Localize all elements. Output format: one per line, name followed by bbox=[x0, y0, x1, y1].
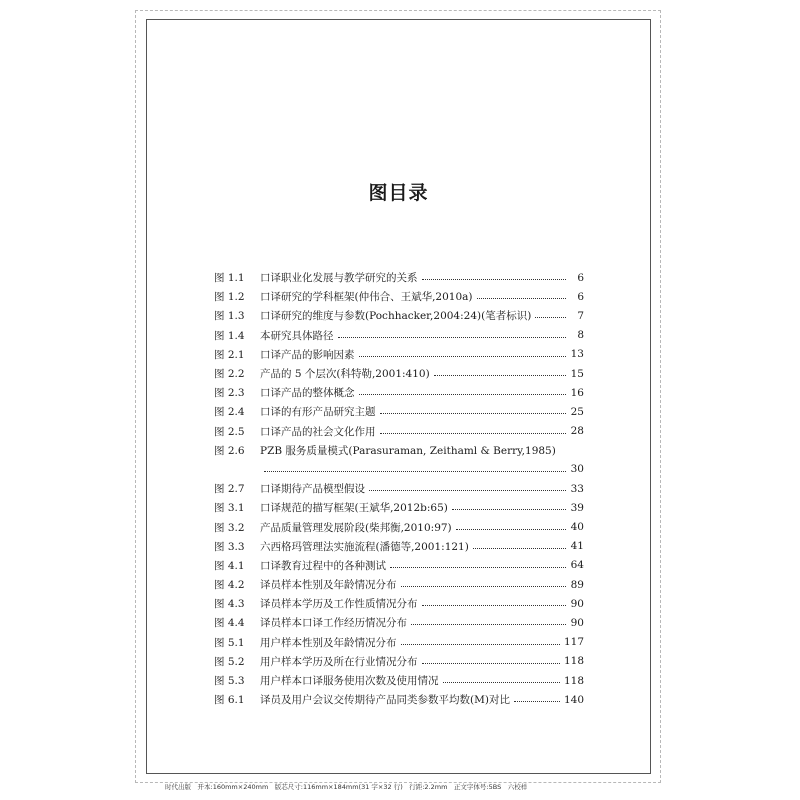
toc-entry[interactable] bbox=[214, 633, 584, 652]
figure-number: 图 2.7 bbox=[214, 483, 245, 496]
figure-title: 译员及用户会议交传期待产品同类参数平均数(M)对比 bbox=[260, 694, 510, 707]
figure-title: 口译研究的学科框架(仲伟合、王斌华,2010a) bbox=[260, 291, 473, 304]
dot-leader bbox=[535, 317, 566, 318]
figure-number: 图 2.4 bbox=[214, 406, 245, 419]
page-number: 89 bbox=[570, 578, 584, 591]
dot-leader bbox=[443, 682, 560, 683]
toc-entry[interactable] bbox=[214, 364, 584, 383]
figure-title: 产品质量管理发展阶段(柴邦衡,2010:97) bbox=[260, 521, 452, 534]
print-spec-footer: 时代出版 开本:160mm×240mm 版芯尺寸:116mm×184mm(31 字×32 行) 行距:2.2mm 正文字体号:5BS 六校样 bbox=[165, 783, 528, 791]
figure-title: 译员样本口译工作经历情况分布 bbox=[260, 617, 407, 630]
dot-leader bbox=[514, 701, 560, 702]
figure-number: 图 6.1 bbox=[214, 694, 245, 707]
dot-leader bbox=[359, 394, 567, 395]
toc-entry[interactable] bbox=[214, 441, 584, 460]
figure-number: 图 3.2 bbox=[214, 521, 245, 534]
page-number: 39 bbox=[570, 501, 584, 514]
figure-number: 图 1.1 bbox=[214, 272, 245, 285]
dot-leader bbox=[369, 490, 566, 491]
toc-entry[interactable] bbox=[214, 287, 584, 306]
figure-number: 图 1.3 bbox=[214, 310, 245, 323]
page-number: 40 bbox=[570, 521, 584, 534]
page-number: 7 bbox=[577, 309, 584, 322]
figure-number: 图 2.6 bbox=[214, 444, 245, 457]
figure-list bbox=[214, 268, 584, 709]
toc-entry[interactable] bbox=[214, 498, 584, 517]
page-number: 15 bbox=[570, 367, 584, 380]
figure-title: 口译职业化发展与教学研究的关系 bbox=[260, 272, 418, 285]
figure-title: 用户样本口译服务使用次数及使用情况 bbox=[260, 675, 439, 688]
figure-title: 口译产品的整体概念 bbox=[260, 387, 355, 400]
toc-entry[interactable] bbox=[214, 594, 584, 613]
figure-title: 译员样本学历及工作性质情况分布 bbox=[260, 598, 418, 611]
dot-leader bbox=[359, 356, 567, 357]
toc-entry[interactable] bbox=[214, 690, 584, 709]
figure-number: 图 2.1 bbox=[214, 348, 245, 361]
toc-entry[interactable] bbox=[214, 517, 584, 536]
toc-entry[interactable] bbox=[214, 652, 584, 671]
toc-entry[interactable] bbox=[214, 402, 584, 421]
toc-entry[interactable] bbox=[214, 479, 584, 498]
page-number: 13 bbox=[570, 348, 584, 361]
figure-number: 图 3.1 bbox=[214, 502, 245, 515]
dot-leader bbox=[411, 624, 566, 625]
page-number: 90 bbox=[570, 597, 584, 610]
page-number: 117 bbox=[563, 636, 584, 649]
toc-entry[interactable] bbox=[214, 422, 584, 441]
figure-title: 口译教育过程中的各种测试 bbox=[260, 559, 386, 572]
dot-leader bbox=[401, 644, 560, 645]
figure-number: 图 5.2 bbox=[214, 655, 245, 668]
figure-title: 口译的有形产品研究主题 bbox=[260, 406, 376, 419]
figure-number: 图 2.3 bbox=[214, 387, 245, 400]
page-number: 118 bbox=[563, 655, 584, 668]
figure-number: 图 4.4 bbox=[214, 617, 245, 630]
page-number: 90 bbox=[570, 616, 584, 629]
dot-leader bbox=[401, 586, 567, 587]
figure-title: 本研究具体路径 bbox=[260, 329, 334, 342]
page-number: 64 bbox=[570, 559, 584, 572]
toc-entry[interactable] bbox=[214, 268, 584, 287]
page-number: 6 bbox=[577, 271, 584, 284]
toc-entry[interactable] bbox=[214, 460, 584, 479]
page-number: 41 bbox=[570, 540, 584, 553]
figure-title: 译员样本性别及年龄情况分布 bbox=[260, 579, 397, 592]
toc-entry[interactable] bbox=[214, 575, 584, 594]
figure-number: 图 1.4 bbox=[214, 329, 245, 342]
dot-leader bbox=[452, 509, 566, 510]
dot-leader bbox=[338, 337, 567, 338]
dot-leader bbox=[422, 605, 567, 606]
figure-number: 图 5.3 bbox=[214, 675, 245, 688]
figure-title: 口译产品的社会文化作用 bbox=[260, 425, 376, 438]
dot-leader bbox=[456, 529, 566, 530]
figure-title: PZB 服务质量模式(Parasuraman, Zeithaml & Berry,1985) bbox=[260, 444, 556, 457]
figure-title: 口译产品的影响因素 bbox=[260, 348, 355, 361]
figure-title: 用户样本性别及年龄情况分布 bbox=[260, 636, 397, 649]
figure-number: 图 2.5 bbox=[214, 425, 245, 438]
dot-leader bbox=[390, 567, 566, 568]
toc-entry[interactable] bbox=[214, 671, 584, 690]
dot-leader bbox=[264, 471, 566, 472]
figure-number: 图 1.2 bbox=[214, 291, 245, 304]
figure-title: 口译规范的描写框架(王斌华,2012b:65) bbox=[260, 502, 448, 515]
figure-number: 图 3.3 bbox=[214, 540, 245, 553]
page-number: 25 bbox=[570, 405, 584, 418]
dot-leader bbox=[422, 279, 567, 280]
dot-leader bbox=[380, 413, 567, 414]
figure-number: 图 4.1 bbox=[214, 559, 245, 572]
dot-leader bbox=[380, 433, 567, 434]
page-number: 140 bbox=[563, 693, 584, 706]
page-number: 16 bbox=[570, 386, 584, 399]
figure-title: 用户样本学历及所在行业情况分布 bbox=[260, 655, 418, 668]
figure-number: 图 4.2 bbox=[214, 579, 245, 592]
toc-entry[interactable] bbox=[214, 345, 584, 364]
page-number: 118 bbox=[563, 674, 584, 687]
figure-title: 口译期待产品模型假设 bbox=[260, 483, 365, 496]
figure-title: 口译研究的维度与参数(Pochhacker,2004:24)(笔者标识) bbox=[260, 310, 532, 323]
figure-number: 图 5.1 bbox=[214, 636, 245, 649]
figure-number: 图 4.3 bbox=[214, 598, 245, 611]
dot-leader bbox=[473, 548, 566, 549]
toc-entry[interactable] bbox=[214, 613, 584, 632]
figure-title: 产品的 5 个层次(科特勒,2001:410) bbox=[260, 368, 430, 381]
toc-entry[interactable] bbox=[214, 556, 584, 575]
page-number: 6 bbox=[577, 290, 584, 303]
page-number: 8 bbox=[577, 329, 584, 342]
toc-entry[interactable] bbox=[214, 326, 584, 345]
toc-entry[interactable] bbox=[214, 383, 584, 402]
toc-entry[interactable] bbox=[214, 537, 584, 556]
page-number: 30 bbox=[570, 463, 584, 476]
dot-leader bbox=[422, 663, 560, 664]
page-number: 33 bbox=[570, 482, 584, 495]
dot-leader bbox=[434, 375, 566, 376]
page-number: 28 bbox=[570, 425, 584, 438]
figure-number: 图 2.2 bbox=[214, 368, 245, 381]
figure-title: 六西格玛管理法实施流程(潘德等,2001:121) bbox=[260, 540, 469, 553]
page-title: 图目录 bbox=[368, 182, 429, 204]
dot-leader bbox=[477, 298, 566, 299]
toc-entry[interactable] bbox=[214, 306, 584, 325]
